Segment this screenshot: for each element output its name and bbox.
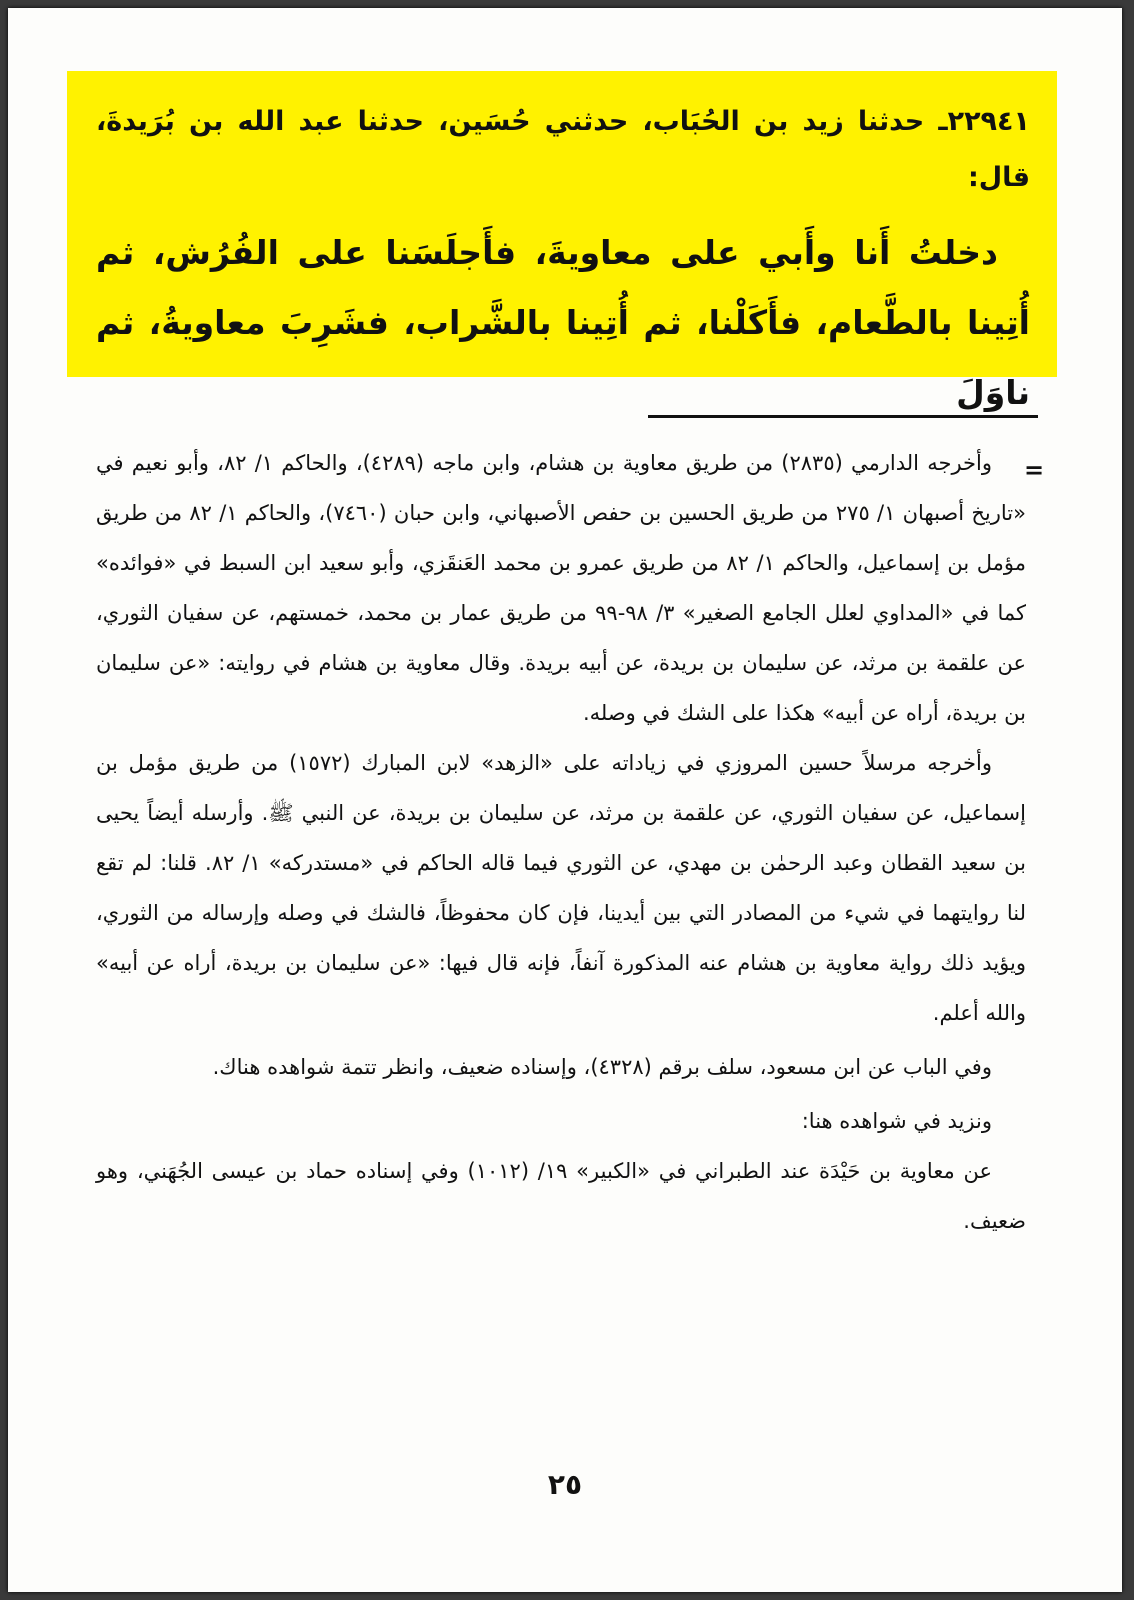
footnote-paragraph: وأخرجه مرسلاً حسين المروزي في زياداته على «الزهد» لابن المبارك (١٥٧٢) من طريق مؤمل بن إسماعيل، عن سفيان الثوري، عن علقمة بن مرثد، عن سليمان بن بريدة، عن النبي ﷺ. وأرسله أيضاً يحيى بن سعيد القطان وعبد الرحمٰن بن مهدي، عن الثوري فيما قاله الحاكم في «مستدركه» ١/ ٨٢. قلنا: لم تقع لنا روايتهما في شيء من المصادر التي بين أيدينا، فإن كان محفوظاً، فالشك في وصله وإرساله من الثوري، ويؤيد ذلك رواية معاوية بن هشام عنه المذكورة آنفاً، فإنه قال فيها: «عن سليمان بن بريدة، أراه عن أبيه» والله أعلم.	[96, 751, 1026, 1025]
continuation-mark: =	[1024, 456, 1045, 484]
footnotes	[96, 438, 1026, 1246]
footnote-paragraph: وأخرجه الدارمي (٢٨٣٥) من طريق معاوية بن هشام، وابن ماجه (٤٢٨٩)، والحاكم ١/ ٨٢، وأبو نعيم في «تاريخ أصبهان ١/ ٢٧٥ من طريق الحسين بن حفص الأصبهاني، وابن حبان (٧٤٦٠)، والحاكم ١/ ٨٢ من طريق مؤمل بن إسماعيل، والحاكم ١/ ٨٢ من طريق عمرو بن محمد العَنقَزي، وأبو سعيد ابن السبط في «فوائده» كما في «المداوي لعلل الجامع الصغير» ٣/ ٩٨-٩٩ من طريق عمار بن محمد، خمستهم، عن سفيان الثوري، عن علقمة بن مرثد، عن سليمان بن بريدة، عن أبيه بريدة. وقال معاوية بن هشام في روايته: «عن سليمان بن بريدة، أراه عن أبيه» هكذا على الشك في وصله.	[96, 451, 1026, 725]
footnote-separator	[648, 415, 1038, 418]
document-page	[8, 8, 1122, 1592]
footnote-paragraph: وفي الباب عن ابن مسعود، سلف برقم (٤٣٢٨)، وإسناده ضعيف، وانظر تتمة شواهده هناك.	[212, 1055, 992, 1079]
footnote-paragraph: عن معاوية بن حَيْدَة عند الطبراني في «الكبير» ١٩/ (١٠١٢) وفي إسناده حماد بن عيسى الجُهَني، وهو ضعيف.	[96, 1159, 1026, 1233]
hadith-matn: دخلتُ أَنا وأَبي على معاويةَ، فأَجلَسَنا على الفُرُش، ثم أُتِينا بالطَّعام، فأَكَلْنا، ثم أُتِينا بالشَّراب، فشَرِبَ معاويةُ، ثم ناوَلَ	[96, 233, 1030, 412]
hadith-isnad: ٢٢٩٤١ـ حدثنا زيد بن الحُبَاب، حدثني حُسَين، حدثنا عبد الله بن بُرَيدةَ، قال:	[96, 106, 1030, 193]
hadith-block	[96, 94, 1030, 428]
footnote-paragraph: ونزيد في شواهده هنا:	[801, 1109, 992, 1133]
page-number: ٢٥	[547, 1468, 583, 1501]
